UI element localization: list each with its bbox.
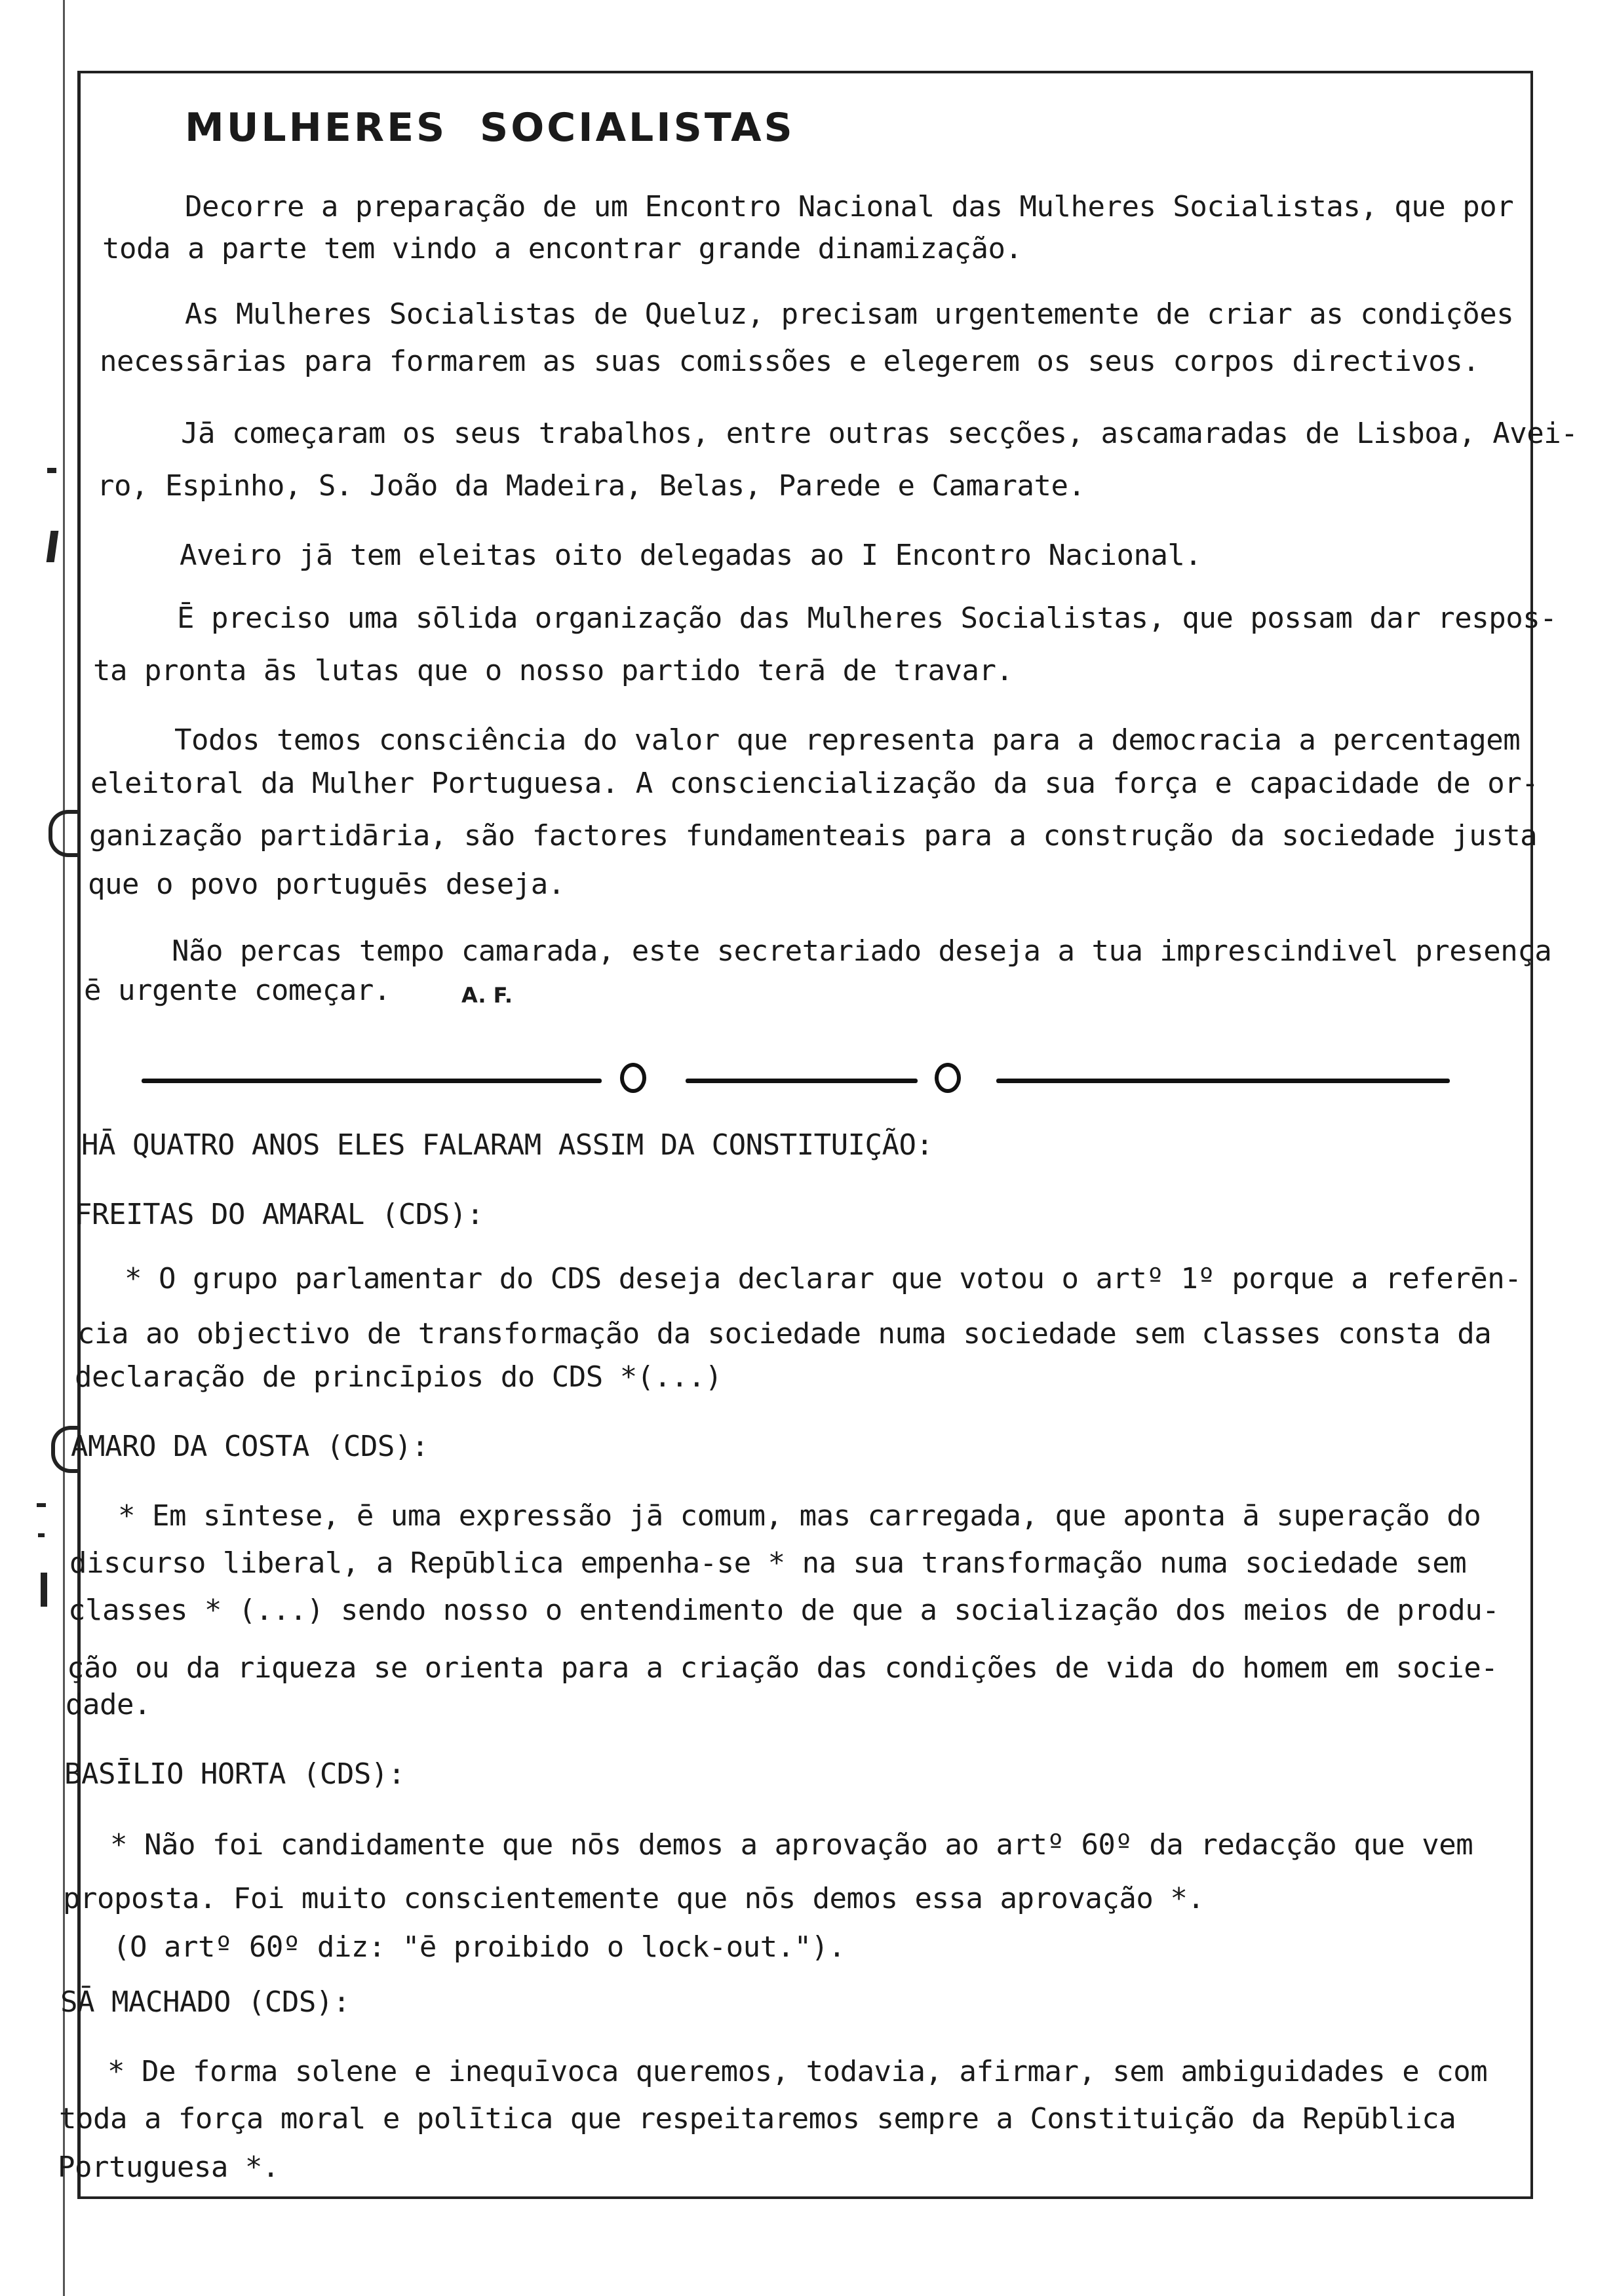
quote-line: proposta. Foi muito conscientemente que nōs demos essa aprovação *.: [63, 1882, 1205, 1915]
quote-line: * Não foi candidamente que nōs demos a aprovação ao artº 60º da redacção que vem: [110, 1828, 1473, 1862]
quote-line: discurso liberal, a Repūblica empenha-se * na sua transformação numa sociedade sem: [69, 1546, 1467, 1580]
paragraph-line: ro, Espinho, S. João da Madeira, Belas, Parede e Camarate.: [97, 469, 1085, 503]
quote-line: * O grupo parlamentar do CDS deseja declarar que votou o artº 1º porque a referēn-: [125, 1262, 1522, 1295]
divider-rule: [142, 1079, 602, 1083]
paragraph-line: Jā começaram os seus trabalhos, entre outras secções, ascamaradas de Lisboa, Avei-: [181, 417, 1578, 450]
margin-mark: [41, 1573, 47, 1607]
divider-circle-icon: [935, 1063, 961, 1093]
quote-line: dade.: [66, 1688, 151, 1721]
paragraph-line: Ē preciso uma sōlida organização das Mulheres Socialistas, que possam dar respos-: [177, 602, 1557, 635]
quote-line: classes * (...) sendo nosso o entendimento de que a socialização dos meios de produ-: [68, 1594, 1500, 1627]
paragraph-line: Aveiro jā tem eleitas oito delegadas ao I Encontro Nacional.: [180, 539, 1202, 572]
quote-line: * Em sīntese, ē uma expressão jā comum, mas carregada, que aponta ā superação do: [118, 1499, 1481, 1533]
quote-line: toda a força moral e polītica que respeitaremos sempre a Constituição da Repūblica: [59, 2102, 1456, 2135]
paragraph-line: toda a parte tem vindo a encontrar grande dinamização.: [102, 232, 1022, 265]
section-divider: [142, 1062, 1450, 1101]
margin-mark: [47, 468, 56, 473]
quote-line: ção ou da riqueza se orienta para a criação das condições de vida do homem em socie-: [67, 1651, 1498, 1685]
quote-line: (O artº 60º diz: "ē proibido o lock-out.").: [113, 1930, 846, 1964]
margin-mark: [47, 531, 59, 562]
author-signature: A. F.: [461, 983, 513, 1008]
paragraph-line: ta pronta ās lutas que o nosso partido terā de travar.: [93, 654, 1013, 687]
margin-mark: [38, 1533, 45, 1537]
speaker-name: AMARO DA COSTA (CDS):: [71, 1430, 429, 1463]
paragraph-line: que o povo portuguēs deseja.: [88, 868, 565, 901]
divider-circle-icon: [620, 1063, 646, 1093]
speaker-name: BASĪLIO HORTA (CDS):: [64, 1757, 405, 1791]
speaker-name: FREITAS DO AMARAL (CDS):: [75, 1198, 484, 1231]
divider-rule: [686, 1079, 918, 1083]
paragraph-line: Não percas tempo camarada, este secretariado deseja a tua imprescindivel presença: [172, 934, 1552, 968]
section-heading: HĀ QUATRO ANOS ELES FALARAM ASSIM DA CONSTITUIÇÃO:: [81, 1128, 933, 1162]
speaker-name: SĀ MACHADO (CDS):: [60, 1985, 350, 2019]
paragraph-line: necessārias para formarem as suas comissões e elegerem os seus corpos directivos.: [100, 345, 1480, 378]
margin-mark: [37, 1503, 46, 1507]
paragraph-line: ē urgente começar.: [84, 974, 391, 1007]
paragraph-line: Todos temos consciência do valor que representa para a democracia a percentagem: [174, 723, 1521, 757]
paragraph-line: eleitoral da Mulher Portuguesa. A consciencialização da sua força e capacidade de or-: [90, 767, 1539, 800]
divider-rule: [996, 1079, 1450, 1083]
quote-line: cia ao objectivo de transformação da sociedade numa sociedade sem classes consta da: [77, 1317, 1492, 1350]
punch-hole-mark: [49, 810, 77, 857]
paragraph-line: Decorre a preparação de um Encontro Nacional das Mulheres Socialistas, que por: [185, 190, 1514, 223]
quote-line: declaração de princīpios do CDS *(...): [75, 1360, 722, 1394]
paragraph-line: ganização partidāria, são factores fundamenteais para a construção da sociedade justa: [89, 819, 1538, 852]
paragraph-line: As Mulheres Socialistas de Queluz, precisam urgentemente de criar as condições: [185, 297, 1514, 331]
article-title: MULHERES SOCIALISTAS: [185, 105, 795, 151]
quote-line: * De forma solene e inequīvoca queremos, todavia, afirmar, sem ambiguidades e com: [107, 2055, 1488, 2088]
scan-edge-rule: [63, 0, 65, 2296]
quote-line: Portuguesa *.: [58, 2151, 279, 2184]
